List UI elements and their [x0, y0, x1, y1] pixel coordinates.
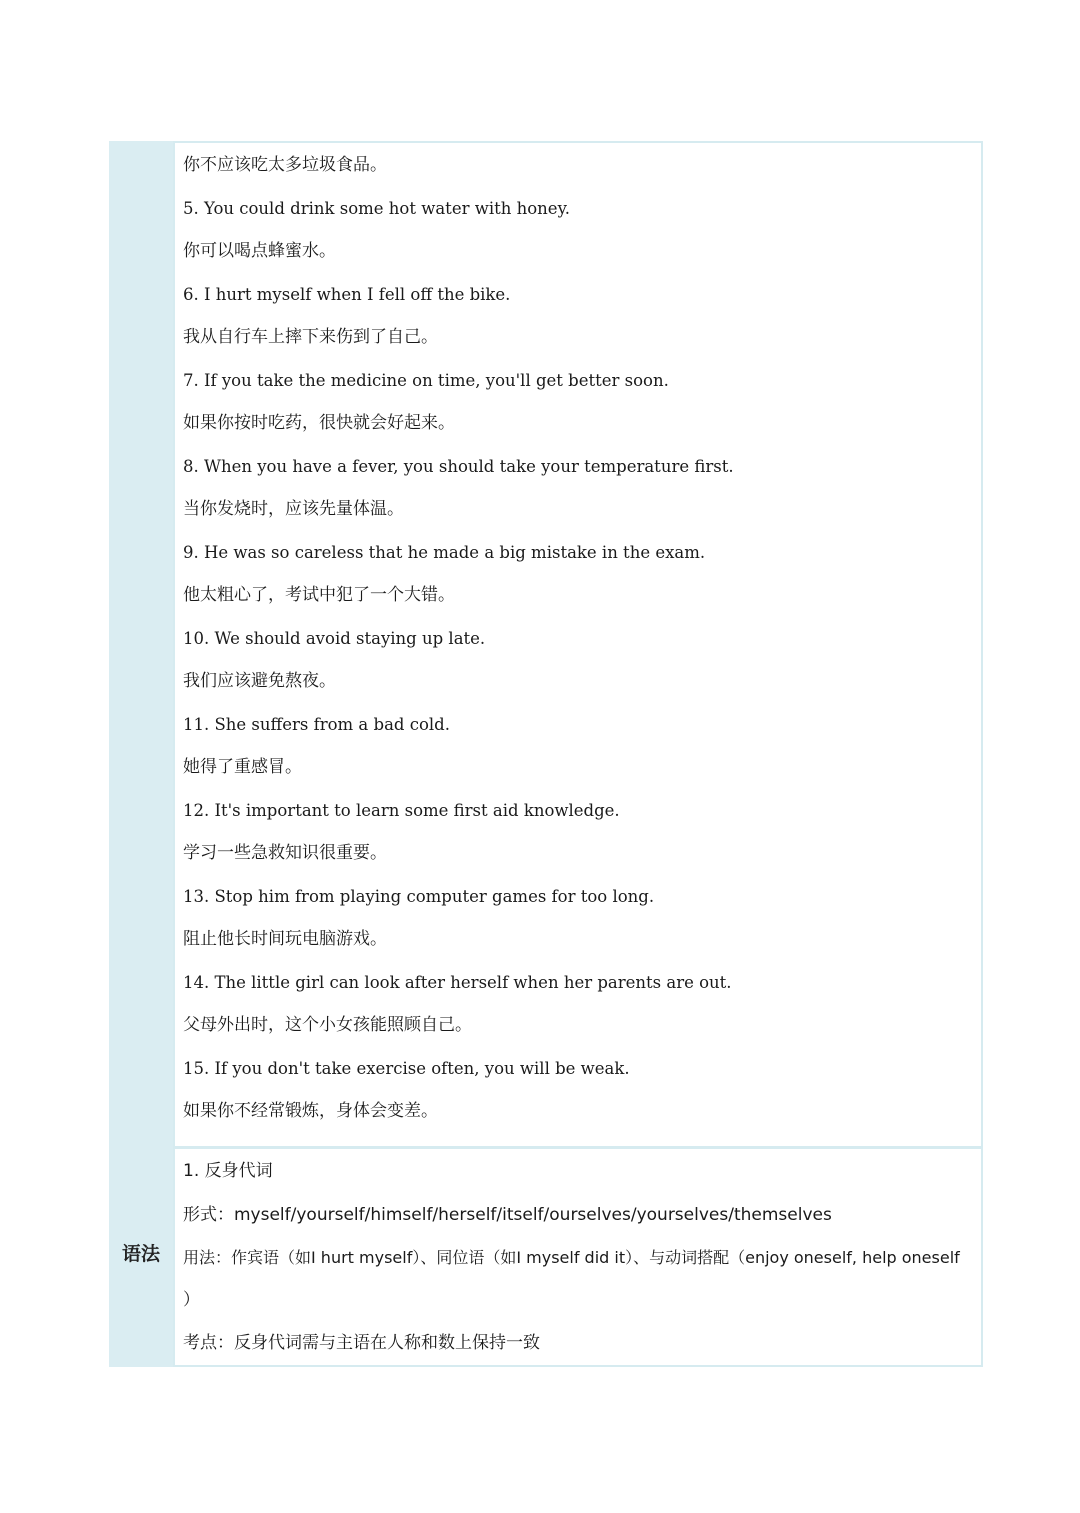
sentence-line: 5. You could drink some hot water with honey. — [183, 199, 570, 218]
sentence-line: 我从自行车上摔下来伤到了自己。 — [183, 327, 438, 347]
sentence-line: 13. Stop him from playing computer games for too long. — [183, 887, 655, 906]
sentence-line: 我们应该避免熬夜。 — [183, 671, 336, 691]
grammar-key-point: 考点：反身代词需与主语在人称和数上保持一致 — [183, 1333, 540, 1353]
sentence-line: 8. When you have a fever, you should take your temperature first. — [183, 457, 734, 476]
sentence-line: 你可以喝点蜂蜜水。 — [183, 241, 336, 261]
sentences-cell — [175, 143, 981, 1146]
grammar-form: 形式：myself/yourself/himself/herself/itself/ourselves/yourselves/themselves — [183, 1205, 832, 1225]
sentence-line: 父母外出时，这个小女孩能照顾自己。 — [183, 1015, 472, 1035]
sentence-line: 当你发烧时，应该先量体温。 — [183, 499, 404, 519]
sentence-line: 7. If you take the medicine on time, you'll get better soon. — [183, 371, 669, 390]
sentence-line: 如果你不经常锻炼，身体会变差。 — [183, 1101, 438, 1121]
sentence-line: 阻止他长时间玩电脑游戏。 — [183, 929, 387, 949]
sentence-line: 14. The little girl can look after herself when her parents are out. — [183, 973, 732, 992]
sentence-line: 11. She suffers from a bad cold. — [183, 715, 450, 734]
label-column — [109, 141, 173, 1367]
sentence-line: 12. It's important to learn some first aid knowledge. — [183, 801, 620, 820]
sentence-line: 15. If you don't take exercise often, you will be weak. — [183, 1059, 630, 1078]
grammar-cell — [175, 1149, 981, 1365]
sentence-line: 你不应该吃太多垃圾食品。 — [183, 155, 387, 175]
grammar-usage: 用法：作宾语（如I hurt myself）、同位语（如I myself did it）、与动词搭配（enjoy oneself, help oneself — [183, 1248, 960, 1267]
grammar-usage-cont: ） — [183, 1290, 200, 1310]
sentence-line: 如果你按时吃药，很快就会好起来。 — [183, 413, 455, 433]
grammar-label: 语法 — [121, 1243, 160, 1265]
sentence-line: 9. He was so careless that he made a big mistake in the exam. — [183, 543, 706, 562]
sentence-line: 6. I hurt myself when I fell off the bike. — [183, 285, 511, 304]
sentence-line: 他太粗心了，考试中犯了一个大错。 — [183, 585, 455, 605]
sentence-line: 10. We should avoid staying up late. — [183, 629, 486, 648]
sentence-line: 她得了重感冒。 — [183, 757, 302, 777]
grammar-heading: 1. 反身代词 — [183, 1161, 273, 1181]
content-table — [109, 141, 983, 1367]
sentence-line: 学习一些急救知识很重要。 — [183, 843, 387, 863]
